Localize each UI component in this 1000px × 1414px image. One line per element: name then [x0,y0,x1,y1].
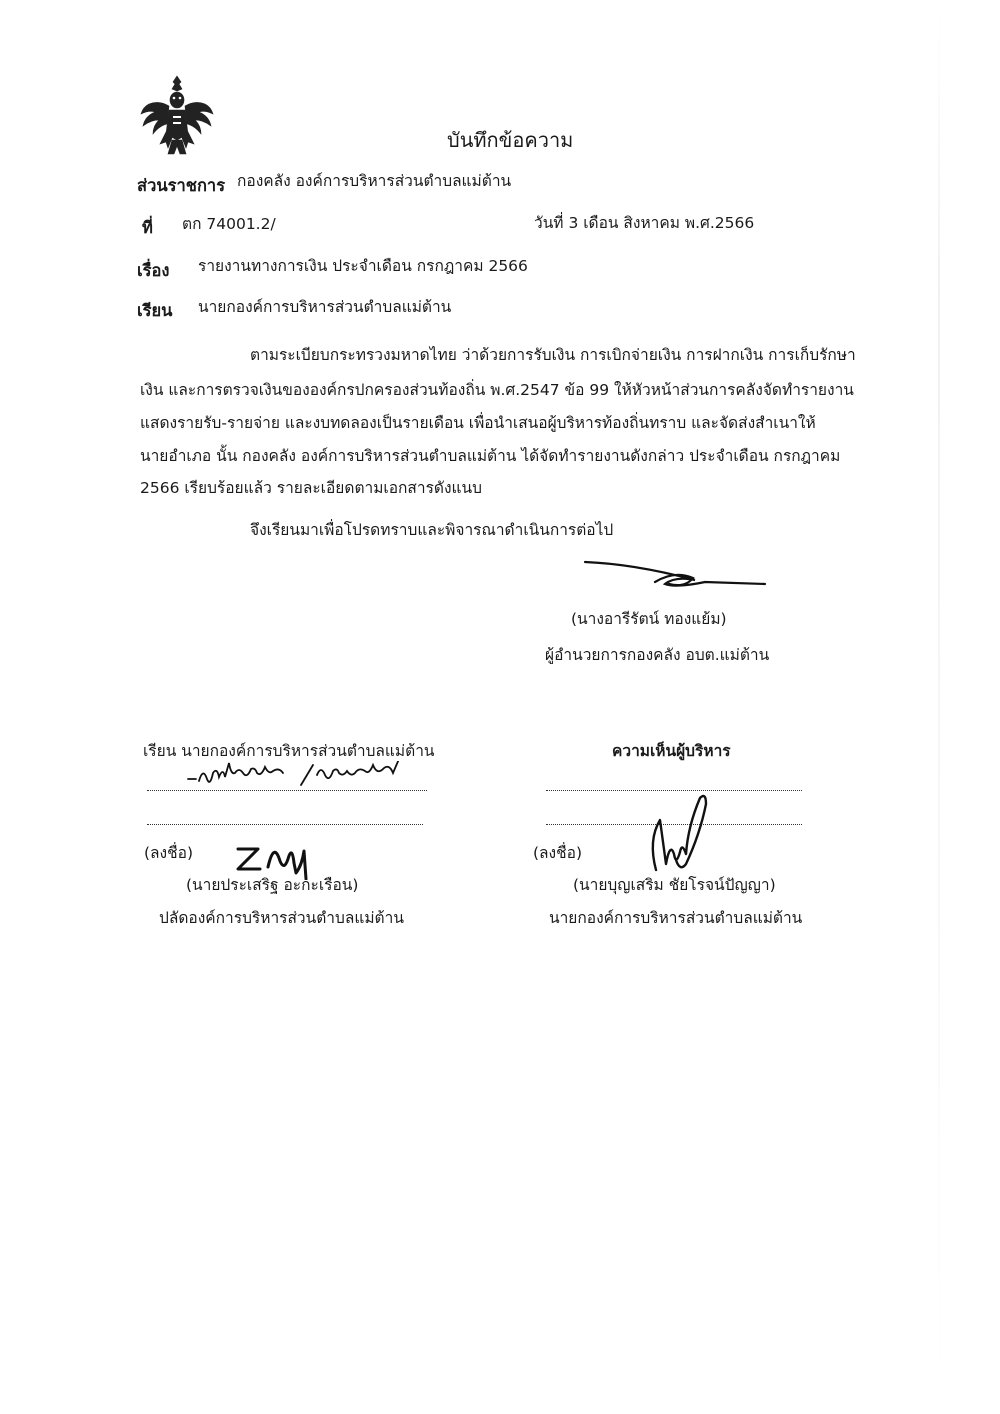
subject-value: รายงานทางการเงิน ประจำเดือน กรกฎาคม 2566 [198,257,528,275]
left-signer-position: ปลัดองค์การบริหารส่วนตำบลแม่ต้าน [159,909,404,927]
addressee-label: เรียน [137,301,173,320]
left-block-heading: เรียน นายกองค์การบริหารส่วนตำบลแม่ต้าน [143,742,435,760]
department-value: กองคลัง องค์การบริหารส่วนตำบลแม่ต้าน [237,172,512,190]
right-signer-name: (นายบุญเสริม ชัยโรจน์ปัญญา) [573,876,776,894]
subject-label: เรื่อง [137,261,170,280]
reference-number-value: ตก 74001.2/ [182,215,276,233]
right-signer-position: นายกองค์การบริหารส่วนตำบลแม่ต้าน [549,909,803,927]
left-signature [232,835,332,880]
garuda-emblem-icon [138,70,216,160]
body-line: เงิน และการตรวจเงินขององค์กรปกครองส่วนท้องถิ่น พ.ศ.2547 ข้อ 99 ให้หัวหน้าส่วนการคลังจัดทำรายงาน [140,381,854,399]
main-signer-name: (นางอารีรัตน์ ทองแย้ม) [571,610,727,628]
reference-number-label: ที่ [142,218,153,237]
left-signer-name: (นายประเสริฐ อะกะเรือน) [186,876,359,894]
memo-date: วันที่ 3 เดือน สิงหาคม พ.ศ.2566 [534,214,755,232]
right-block-heading: ความเห็นผู้บริหาร [612,742,731,760]
right-signature [644,790,719,890]
scan-edge-shadow [938,10,940,1390]
handwritten-note [183,761,433,791]
main-signature [575,552,775,592]
memo-title: บันทึกข้อความ [447,128,574,152]
closing-line: จึงเรียนมาเพื่อโปรดทราบและพิจารณาดำเนินการต่อไป [250,521,614,539]
body-line: แสดงรายรับ-รายจ่าย และงบทดลองเป็นรายเดือน เพื่อนำเสนอผู้บริหารท้องถิ่นทราบ และจัดส่งสำเนาให้ [140,414,816,432]
main-signer-position: ผู้อำนวยการกองคลัง อบต.แม่ต้าน [545,646,770,664]
department-label: ส่วนราชการ [137,176,226,195]
dotted-line [147,790,427,791]
body-line: นายอำเภอ นั้น กองคลัง องค์การบริหารส่วนตำบลแม่ต้าน ได้จัดทำรายงานดังกล่าว ประจำเดือน กรกฎาคม [140,447,841,465]
body-line: ตามระเบียบกระทรวงมหาดไทย ว่าด้วยการรับเงิน การเบิกจ่ายเงิน การฝากเงิน การเก็บรักษา [250,346,856,364]
body-line: 2566 เรียบร้อยแล้ว รายละเอียดตามเอกสารดังแนบ [140,479,482,497]
addressee-value: นายกองค์การบริหารส่วนตำบลแม่ต้าน [198,298,452,316]
right-sign-label: (ลงชื่อ) [533,844,582,862]
left-sign-label: (ลงชื่อ) [144,844,193,862]
dotted-line [147,824,423,825]
